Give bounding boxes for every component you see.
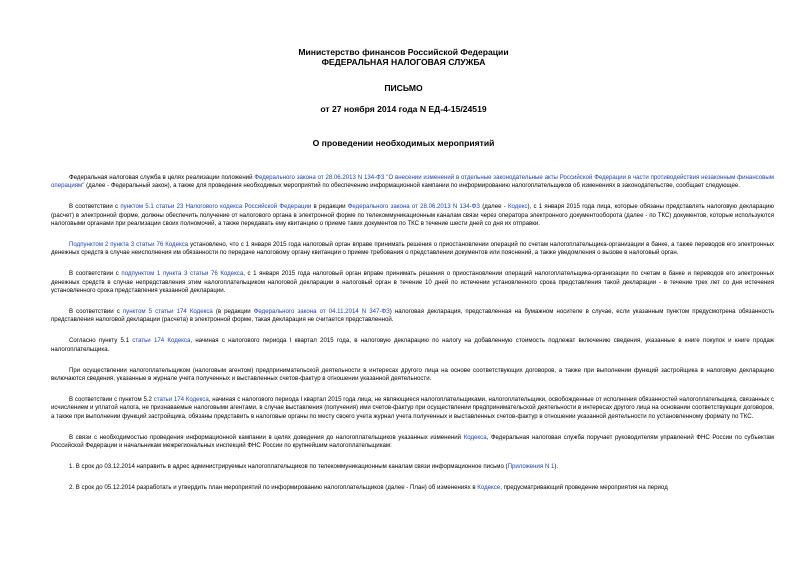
paragraph-text: В связи с необходимостью проведения информационной кампании в целях доведения до налогоплательщиков указанных изменений (69, 433, 464, 441)
document-date-number: от 27 ноября 2014 года N ЕД-4-15/24519 (320, 104, 487, 114)
document-link[interactable]: Кодекса (463, 433, 487, 441)
paragraph (51, 174, 774, 190)
paragraph (51, 463, 774, 471)
document-link[interactable]: Подпунктом 2 пункта 3 статьи 76 Кодекса (69, 241, 189, 249)
paragraph-text: В соответствии с пунктом 5.2 (69, 396, 154, 404)
paragraph-text: (далее - (479, 203, 508, 211)
document-link[interactable]: Федерального закона от 28.06.2013 N 134-ФЗ (347, 203, 480, 211)
paragraph (51, 337, 774, 353)
paragraph-text: ) налоговая декларация, представленная на бумажном носителе в случае, если указанным пунктом предусмотрена обязанность представления налоговой декларации (расчета) в электронной форме, такая декларация не считается представленной. (51, 308, 774, 324)
paragraph-text: В соответствии с (69, 270, 122, 278)
paragraph-text: 1. В срок до 03.12.2014 направить в адрес администрируемых налогоплательщиков по телекоммуникационным каналам связи информационное письмо ( (69, 463, 508, 471)
document-link[interactable]: подпунктом 1 пункта 3 статьи 76 Кодекса (121, 270, 244, 278)
document-type: ПИСЬМО (384, 83, 423, 93)
document-link[interactable]: пунктом 5 статьи 174 Кодекса (122, 308, 213, 316)
paragraph-text: , предусматривающий проведение мероприятия на период (500, 484, 668, 492)
paragraph-text: Федеральная налоговая служба в целях реализации положений (69, 174, 255, 181)
paragraph-text: в редакции (311, 203, 348, 211)
paragraph (51, 270, 774, 295)
paragraph-text: , Федеральная налоговая служба поручает руководителям управлений ФНС России по субъектам Российской Федерации и начальникам межрегиональных инспекций ФНС России по крупнейшим налогоплательщикам: (51, 433, 774, 450)
document-link[interactable]: пунктом 5.1 статьи 23 Налогового кодекса Российской Федерации (120, 203, 312, 211)
paragraph-text: При осуществлении налогоплательщиком (налоговым агентом) предпринимательской деятельности в интересах другого лица на основе соответствующих договоров, а также при выполнении функций застройщика в налоговую декларацию включаются сведения, указанные в журнале учета полученных и выставленных счетов-фактур в отношении указанной деятельности. (51, 366, 774, 383)
paragraph (51, 396, 774, 421)
document-link[interactable]: Федерального закона от 28.06.2013 N 134-ФЗ "О внесении изменений в отдельные законодательные акты Российской Федерации в части противодействия незаконным финансовым операциям" (51, 174, 774, 190)
paragraph-text: (в редакции (212, 308, 254, 316)
paragraph-text: ), с 1 января 2015 года лица, которые обязаны представлять налоговую декларацию (расчет) в электронной форме, должны обеспечить получение от налогового органа в электронной форме по телекоммуникационным каналам связи через оператора электронного документооборота (далее - по ТКС) документов, которые используются налоговыми органами при реализации своих полномочий, а также передавать ему квитанцию о приеме таких документов по ТКС в течение шести дней со дня их отправки. (51, 203, 775, 227)
paragraph (51, 484, 774, 492)
paragraph-text: , начиная с налогового периода I квартал 2015 года лица, не являющиеся налогоплательщиками, налогоплательщики, освобожденные от исполнения обязанностей налогоплательщика, связанных с исчислением и уплатой налога, не признаваемые налоговыми агентами, в случае выставления (получения) ими счетов-фактур при осуществлении предпринимательской деятельности в интересах другого лица на основании соответствующих договоров, а также при выполнении функций застройщика, обязаны представить в налоговые органы по месту своего учета журнал учета полученных и выставленных счетов-фактур в отношении указанной деятельности по установленному формату по ТКС. (51, 396, 774, 420)
service-name: ФЕДЕРАЛЬНАЯ НАЛОГОВАЯ СЛУЖБА (321, 57, 486, 67)
paragraph-text: (далее - Федеральный закон), а также для проведения необходимых мероприятий по обеспечению информационной кампании по информированию налогоплательщиков об изменениях в законодательстве, сообщает следующее. (84, 182, 740, 190)
document-subject: О проведении необходимых мероприятий (312, 138, 495, 148)
paragraph-text: , начиная с налогового периода I квартал 2015 года, в налоговую декларацию по налогу на добавленную стоимость подлежат включению сведения, указанные в книге покупок и книге продаж налогоплательщика. (51, 337, 774, 353)
paragraph-text: установлено, что с 1 января 2015 года налоговый орган вправе принимать решения о приостановлении операций по счетам налогоплательщика-организации в банке, а также переводов его электронных денежных средств в случае неисполнения им обязанности по передаче налоговому органу квитанции о приеме требования о представлении документов или пояснений, а также уведомления о вызове в налоговый орган. (51, 241, 774, 257)
document-link[interactable]: Федерального закона от 04.11.2014 N 347-ФЗ (253, 308, 390, 316)
paragraph-text: Согласно пункту 5.1 (69, 337, 133, 345)
paragraph-text: В соответствии с (69, 308, 123, 316)
paragraph-text: , с 1 января 2015 года налоговый орган вправе принимать решения о приостановлении операций налогоплательщика-организации по счетам в банке и переводов его электронных денежных средств в случае непредставления этим налогоплательщиком налоговой декларации в налоговый орган в течение 10 дней по истечении установленного срока представления такой декларации - в течение трех лет со дня истечения установленного срока представления указанной декларации. (51, 270, 775, 294)
document-link[interactable]: Кодексе (477, 484, 501, 492)
document-link[interactable]: Приложения N 1 (507, 463, 555, 471)
paragraph (51, 367, 774, 383)
document-body (51, 174, 774, 493)
paragraph (51, 241, 774, 257)
paragraph-text: ). (554, 463, 559, 471)
document-link[interactable]: Кодекс (507, 203, 528, 211)
paragraph-text: В соответствии с (69, 203, 121, 211)
ministry-name: Министерство финансов Российской Федерации (298, 47, 509, 57)
paragraph-text: 2. В срок до 05.12.2014 разработать и утвердить план мероприятий по информированию налогоплательщиков (далее - План) об изменениях в (69, 484, 478, 492)
document-link[interactable]: статьи 174 Кодекса (153, 396, 209, 404)
paragraph (51, 434, 774, 450)
paragraph (51, 203, 774, 228)
paragraph (51, 308, 774, 324)
document-link[interactable]: статьи 174 Кодекса (132, 337, 191, 345)
